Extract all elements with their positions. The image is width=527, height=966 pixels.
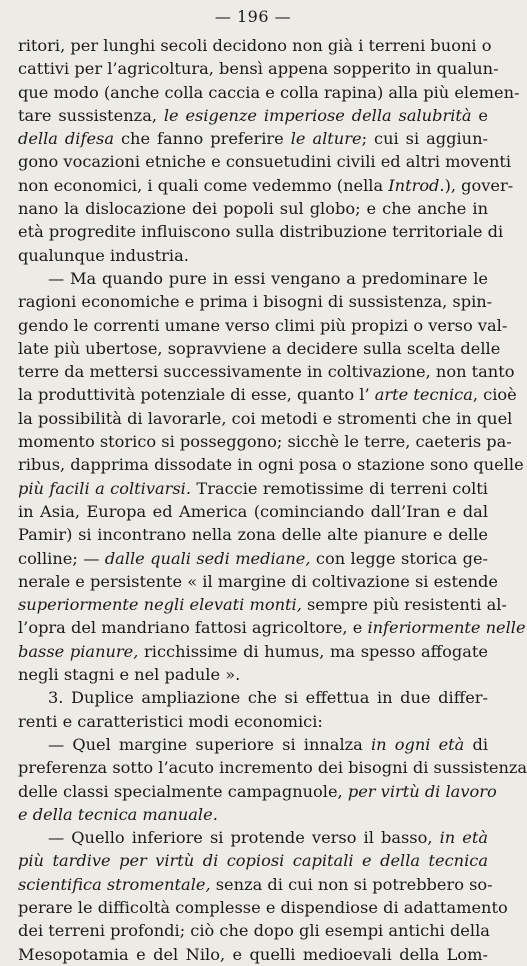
text-run: ricchissime di humus, ma spesso affogate (138, 641, 489, 661)
text-line (18, 314, 508, 337)
text-line (18, 81, 520, 104)
italic-text: scientifica stromentale, (18, 874, 211, 894)
text-run: gendo le correnti umane verso climi più propizi o verso val- (18, 315, 508, 335)
text-run: terre da mettersi successivamente in coltivazione, non tanto (18, 362, 515, 382)
body-text (18, 34, 527, 966)
text-line (18, 150, 512, 173)
text-run: momento storico si posseggono; sicchè le terre, caeteris pa- (18, 432, 512, 452)
text-run: che fanno preferire (114, 129, 291, 149)
text-line (18, 383, 517, 406)
text-run: nano la dislocazione dei popoli sul globo; e che anche in (18, 199, 488, 219)
text-line (18, 360, 515, 383)
text-line (18, 756, 527, 779)
text-line (18, 57, 499, 80)
italic-text: e della tecnica manuale. (18, 804, 218, 824)
text-run: l’opra del mandriano fattosi agricoltore, e (18, 618, 368, 638)
text-line (18, 919, 488, 942)
text-run: ragioni economiche e prima i bisogni di sussistenza, spin- (18, 292, 493, 312)
text-run: dei terreni profondi; ciò che dopo gli esempi antichi della (18, 921, 490, 941)
text-run: gono vocazioni etniche e consuetudini civili ed altri moventi (18, 152, 512, 172)
italic-text: dalle quali sedi mediane, (104, 548, 311, 568)
text-run: — Ma quando pure in essi vengano a predominare le (48, 268, 488, 288)
text-run: la produttività potenziale di esse, quanto l’ (18, 385, 375, 405)
text-run: — Quel margine superiore si innalza (48, 734, 371, 754)
text-line (18, 244, 488, 267)
text-line (18, 686, 488, 709)
italic-text: basse pianure, (18, 641, 139, 661)
text-run: di (464, 734, 488, 754)
text-run: e (471, 105, 488, 125)
text-line (18, 663, 488, 686)
text-line (18, 127, 488, 150)
text-line (18, 640, 488, 663)
text-line (18, 616, 526, 639)
text-run: delle classi specialmente campagnuole, (18, 781, 348, 801)
text-line (18, 174, 514, 197)
text-run: nerale e persistente « il margine di coltivazione si estende (18, 571, 498, 591)
italic-text: Introd. (388, 175, 445, 195)
text-run: tare sussistenza, (18, 105, 164, 125)
text-line (18, 407, 513, 430)
text-line (18, 593, 507, 616)
text-run: — Quello inferiore si protende verso il basso, (48, 828, 440, 848)
italic-text: le esigenze imperiose della salubrità (163, 105, 472, 125)
text-run: età progredite influiscono sulla distribuzione territoriale di (18, 222, 504, 242)
text-run: colline; — (18, 548, 105, 568)
italic-text: in età (439, 828, 489, 848)
text-run: senza di cui non si potrebbero so- (210, 874, 493, 894)
text-line (18, 710, 488, 733)
text-run: Traccie remotissime di terreni colti (190, 478, 488, 498)
text-run: 3. Duplice ampliazione che si effettua in due differ- (48, 688, 488, 708)
text-line (18, 267, 488, 290)
text-run: non economici, i quali come vedemmo (nella (18, 175, 389, 195)
text-line (18, 337, 501, 360)
text-line (18, 733, 488, 756)
text-line (18, 826, 488, 849)
text-run: ritori, per lunghi secoli decidono non già i terreni buoni o (18, 36, 492, 55)
text-run: , cioè (472, 385, 517, 405)
text-line (18, 453, 524, 476)
text-run: qualunque industria. (18, 245, 189, 265)
text-run: con legge storica ge- (310, 548, 489, 568)
text-line (18, 290, 493, 313)
italic-text: arte tecnica (374, 385, 473, 405)
text-line (18, 803, 488, 826)
italic-text: più facili a coltivarsi. (18, 478, 191, 498)
italic-text: le alture (290, 129, 362, 149)
text-run: perare le difficoltà complesse e dispendiose di adattamento (18, 897, 508, 917)
italic-text: più tardive per virtù di copiosi capitali e della tecnica (18, 851, 488, 871)
text-line (18, 220, 504, 243)
text-run: renti e caratteristici modi economici: (18, 711, 323, 731)
text-line (18, 780, 497, 803)
italic-text: superiormente negli elevati monti, (18, 595, 302, 615)
text-line (18, 547, 488, 570)
text-line (18, 477, 488, 500)
italic-text: inferiormente nelle (367, 618, 526, 638)
text-line (18, 197, 488, 220)
text-line (18, 849, 488, 872)
text-run: que modo (anche colla caccia e colla rapina) alla più elemen- (18, 82, 520, 102)
text-line (18, 430, 512, 453)
text-run: Pamir) si incontrano nella zona delle alte pianure e delle (18, 525, 488, 545)
text-line (18, 570, 498, 593)
italic-text: in ogni età (370, 734, 465, 754)
text-run: cattivi per l’agricoltura, bensì appena sopperito in qualun- (18, 59, 499, 79)
text-run: sempre più resistenti al- (301, 595, 507, 615)
text-run: negli stagni e nel padule ». (18, 665, 241, 685)
text-line (18, 896, 508, 919)
text-run: in Asia, Europa ed America (cominciando dall’Iran e dal (18, 501, 488, 521)
text-line (18, 523, 488, 546)
text-run: ribus, dapprima dissodate in ogni posa o stazione sono quelle (18, 455, 524, 475)
italic-text: della difesa (18, 129, 114, 149)
text-line (18, 873, 493, 896)
text-line (18, 104, 488, 127)
text-line (18, 943, 488, 966)
text-run: preferenza sotto l’acuto incremento dei bisogni di sussistenza (18, 758, 527, 778)
page-number: — 196 — (214, 7, 292, 26)
text-line (18, 500, 488, 523)
text-run: ), gover- (444, 175, 514, 195)
text-run: late più ubertose, sopravviene a decidere sulla scelta delle (18, 338, 501, 358)
text-run: la possibilità di lavorarle, coi metodi e stromenti che in quel (18, 408, 513, 428)
text-line (18, 34, 492, 57)
text-run: ; cui si aggiun- (361, 129, 488, 149)
text-run: Mesopotamia e del Nilo, e quelli medioevali della Lom- (18, 944, 488, 964)
italic-text: per virtù di lavoro (347, 781, 497, 801)
